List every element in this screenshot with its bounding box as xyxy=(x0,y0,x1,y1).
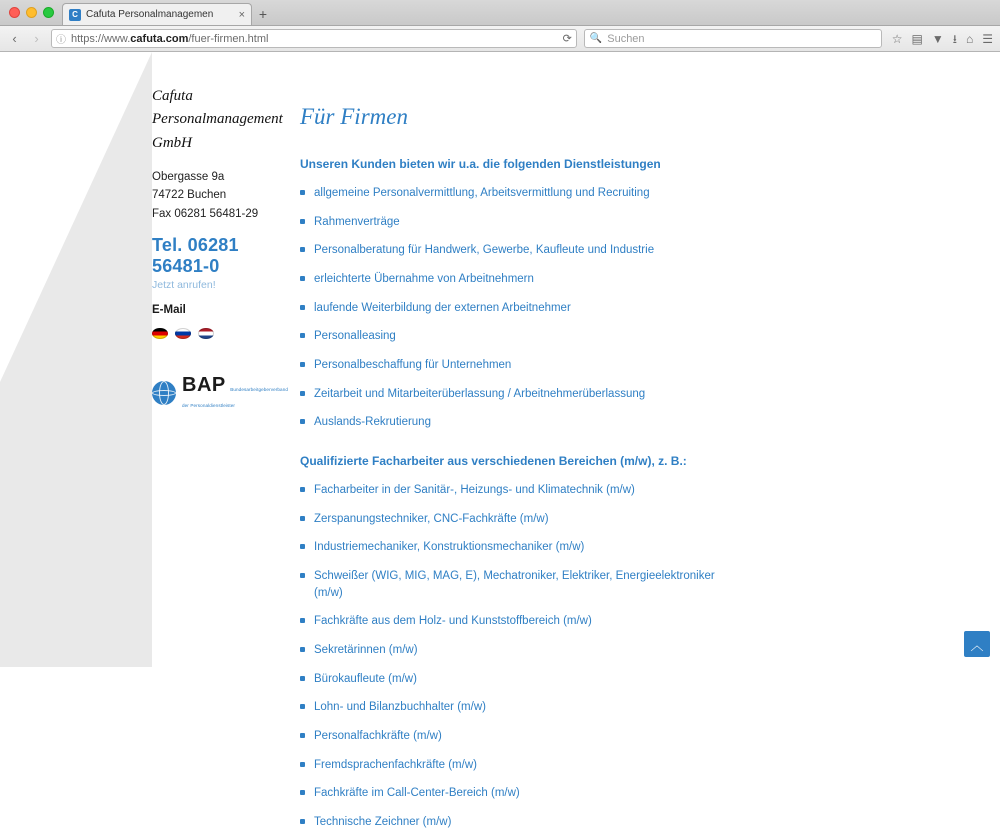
flag-de-icon[interactable] xyxy=(152,328,168,339)
home-icon[interactable]: ⌂ xyxy=(965,31,974,46)
tab-strip xyxy=(0,0,1000,26)
list-item: Auslands-Rekrutierung xyxy=(300,414,710,431)
page-viewport xyxy=(0,52,1000,829)
bap-logo[interactable] xyxy=(152,375,300,411)
qualifications-list xyxy=(300,482,970,831)
list-item: Personalberatung für Handwerk, Gewerbe, Kaufleute und Industrie xyxy=(300,242,710,259)
address-fax: Fax 06281 56481-29 xyxy=(152,208,259,220)
new-tab-button[interactable]: + xyxy=(258,6,268,22)
brand-line-2: Personalmanagement GmbH xyxy=(152,111,283,151)
list-item: Industriemechaniker, Konstruktionsmechaniker (m/w) xyxy=(300,539,720,556)
phone-number[interactable]: Tel. 06281 56481-0 xyxy=(152,234,239,276)
site-info-icon[interactable]: ⓘ xyxy=(56,35,66,46)
flag-ru-icon[interactable] xyxy=(175,328,191,339)
email-link[interactable]: E-Mail xyxy=(152,303,186,316)
list-item: allgemeine Personalvermittlung, Arbeitsvermittlung und Recruiting xyxy=(300,185,710,202)
maximize-window-button[interactable] xyxy=(43,7,54,18)
bap-wordmark: BAP xyxy=(182,373,226,396)
sidebar xyxy=(0,52,300,667)
minimize-window-button[interactable] xyxy=(26,7,37,18)
language-flags xyxy=(152,328,300,339)
list-item: Schweißer (WIG, MIG, MAG, E), Mechatroniker, Elektriker, Energieelektroniker (m/w) xyxy=(300,568,720,601)
tab-title: Cafuta Personalmanagemen xyxy=(86,9,214,20)
tab-cafuta[interactable] xyxy=(62,3,252,25)
list-item: Zerspanungstechniker, CNC-Fachkräfte (m/w) xyxy=(300,511,720,528)
list-item: Fachkräfte im Call-Center-Bereich (m/w) xyxy=(300,785,720,802)
list-item: Personalleasing xyxy=(300,328,710,345)
scroll-to-top-button[interactable] xyxy=(964,631,990,657)
list-item: Rahmenverträge xyxy=(300,214,710,231)
list-item: Sekretärinnen (m/w) xyxy=(300,642,720,659)
brand-line-1: Cafuta xyxy=(152,88,193,104)
close-window-button[interactable] xyxy=(9,7,20,18)
flag-nl-icon[interactable] xyxy=(198,328,214,339)
tab-close-icon[interactable]: × xyxy=(238,8,245,21)
company-brand xyxy=(152,85,300,155)
list-item: Bürokaufleute (m/w) xyxy=(300,671,720,688)
list-item: Fremdsprachenfachkräfte (m/w) xyxy=(300,757,720,774)
window-controls xyxy=(0,7,62,25)
services-heading: Unseren Kunden bieten wir u.a. die folgenden Dienstleistungen xyxy=(300,157,661,171)
downloads-icon[interactable]: ⭳ xyxy=(952,31,957,46)
services-list xyxy=(300,185,970,431)
chevron-up-icon: ︿ xyxy=(970,637,984,653)
hamburger-menu-icon[interactable]: ☰ xyxy=(982,31,993,46)
forward-button[interactable]: › xyxy=(34,31,39,46)
address-bar-url: https://www.cafuta.com/fuer-firmen.html xyxy=(71,32,269,45)
list-item: Zeitarbeit und Mitarbeiterüberlassung / Arbeitnehmerüberlassung xyxy=(300,386,710,403)
search-bar[interactable] xyxy=(584,29,882,48)
address-street: Obergasse 9a xyxy=(152,170,225,183)
bookmark-star-icon[interactable]: ☆ xyxy=(891,31,903,46)
search-placeholder: Suchen xyxy=(607,32,645,45)
list-item: Facharbeiter in der Sanitär-, Heizungs- und Klimatechnik (m/w) xyxy=(300,482,720,499)
toolbar-icons xyxy=(889,33,993,45)
list-item: Personalbeschaffung für Unternehmen xyxy=(300,357,710,374)
list-item: Lohn- und Bilanzbuchhalter (m/w) xyxy=(300,699,720,716)
address-bar[interactable] xyxy=(51,29,577,48)
page-title: Für Firmen xyxy=(300,104,408,129)
list-item: erleichterte Übernahme von Arbeitnehmern xyxy=(300,271,710,288)
qualifications-heading: Qualifizierte Facharbeiter aus verschiedenen Bereichen (m/w), z. B.: xyxy=(300,454,687,469)
reader-view-icon[interactable]: ▤ xyxy=(911,31,923,46)
bap-subtitle-line-2: der Personaldienstleister xyxy=(182,402,236,408)
list-item: laufende Weiterbildung der externen Arbeitnehmer xyxy=(300,300,710,317)
main-content xyxy=(300,52,1000,829)
pocket-icon[interactable]: ▼ xyxy=(931,31,944,46)
back-button[interactable]: ‹ xyxy=(12,31,17,46)
list-item: Fachkräfte aus dem Holz- und Kunststoffbereich (m/w) xyxy=(300,613,720,630)
call-now-link[interactable]: Jetzt anrufen! xyxy=(152,278,216,291)
reload-icon[interactable]: ⟳ xyxy=(562,33,572,45)
list-item: Technische Zeichner (m/w) xyxy=(300,814,720,831)
list-item: Personalfachkräfte (m/w) xyxy=(300,728,720,745)
globe-icon xyxy=(152,381,176,405)
bap-subtitle-line-1: Bundesarbeitgeberverband xyxy=(230,386,289,392)
navigation-toolbar xyxy=(0,26,1000,52)
address-city: 74722 Buchen xyxy=(152,189,227,202)
tab-favicon: C xyxy=(69,9,81,21)
search-icon: 🔍 xyxy=(589,33,603,44)
company-address xyxy=(152,168,300,224)
